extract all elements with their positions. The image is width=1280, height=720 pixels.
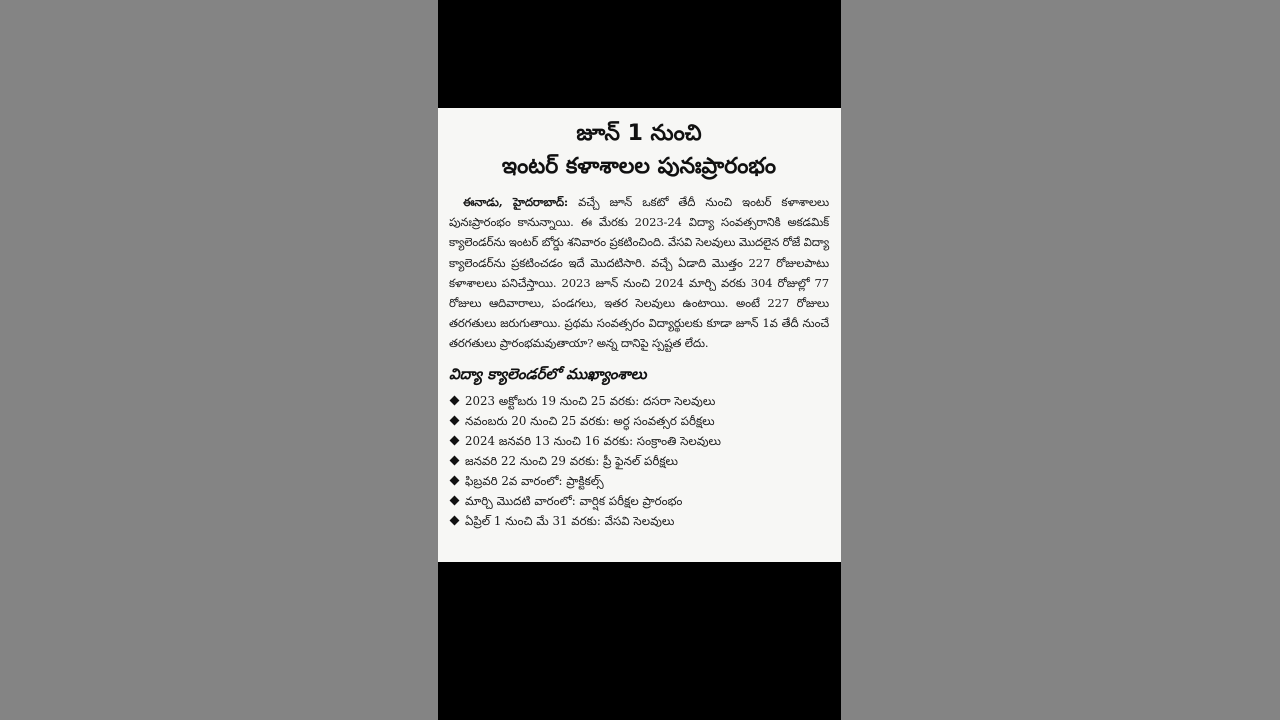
list-item-text: ఫిబ్రవరి 2వ వారంలో: ప్రాక్టికల్స్ [465, 473, 604, 488]
diamond-bullet-icon [450, 416, 460, 426]
diamond-bullet-icon [450, 476, 460, 486]
list-item [449, 491, 829, 511]
headline-line-1: జూన్ 1 నుంచి [576, 121, 702, 146]
list-item [449, 431, 829, 451]
list-item [449, 471, 829, 491]
list-item [449, 451, 829, 471]
diamond-bullet-icon [450, 516, 460, 526]
newspaper-clipping [438, 108, 841, 562]
diamond-bullet-icon [450, 436, 460, 446]
calendar-subheading: విద్యా క్యాలెండర్‌లో ముఖ్యాంశాలు [449, 364, 647, 383]
list-item-text: ఏప్రిల్ 1 నుంచి మే 31 వరకు: వేసవి సెలవులు [465, 513, 675, 528]
list-item [449, 411, 829, 431]
calendar-highlights-list [449, 391, 829, 531]
vertical-video-area [438, 0, 841, 720]
article-body [449, 192, 829, 354]
dateline: ఈనాడు, హైదరాబాద్: [463, 195, 569, 209]
headline [449, 118, 829, 184]
diamond-bullet-icon [450, 396, 460, 406]
list-item-text: నవంబరు 20 నుంచి 25 వరకు: అర్ధ సంవత్సర పరీక్షలు [465, 413, 715, 428]
list-item-text: మార్చి మొదటి వారంలో: వార్షిక పరీక్షల ప్రారంభం [465, 493, 683, 508]
list-item-text: 2023 అక్టోబరు 19 నుంచి 25 వరకు: దసరా సెలవులు [465, 393, 716, 408]
list-item-text: జనవరి 22 నుంచి 29 వరకు: ప్రీ ఫైనల్ పరీక్షలు [465, 453, 678, 468]
headline-line-2: ఇంటర్ కళాశాలల పునఃప్రారంభం [501, 154, 777, 179]
diamond-bullet-icon [450, 456, 460, 466]
list-item [449, 511, 829, 531]
article-body-text: వచ్చే జూన్ ఒకటో తేదీ నుంచి ఇంటర్ కళాశాలలు పునఃప్రారంభం కానున్నాయి. ఈ మేరకు 2023-24 విద్యా సంవత్సరానికి అకడమిక్ క్యాలెండర్‌ను ఇంటర్ బోర్డు శనివారం ప్రకటించింది. వేసవి సెలవులు మొదలైన రోజే విద్యా క్యాలెండర్‌ను ప్రకటించడం ఇదే మొదటిసారి. వచ్చే ఏడాది మొత్తం 227 రోజులపాటు కళాశాలలు పనిచేస్తాయి. 2023 జూన్ నుంచి 2024 మార్చి వరకు 304 రోజుల్లో 77 రోజులు ఆదివారాలు, పండగలు, ఇతర సెలవులు ఉంటాయి. అంటే 227 రోజులు తరగతులు జరుగుతాయి. ప్రథమ సంవత్సరం విద్యార్థులకు కూడా జూన్ 1వ తేదీ నుంచే తరగతులు ప్రారంభమవుతాయా? అన్న దానిపై స్పష్టత లేదు. [449, 195, 829, 351]
list-item-text: 2024 జనవరి 13 నుంచి 16 వరకు: సంక్రాంతి సెలవులు [465, 433, 721, 448]
diamond-bullet-icon [450, 496, 460, 506]
list-item [449, 391, 829, 411]
